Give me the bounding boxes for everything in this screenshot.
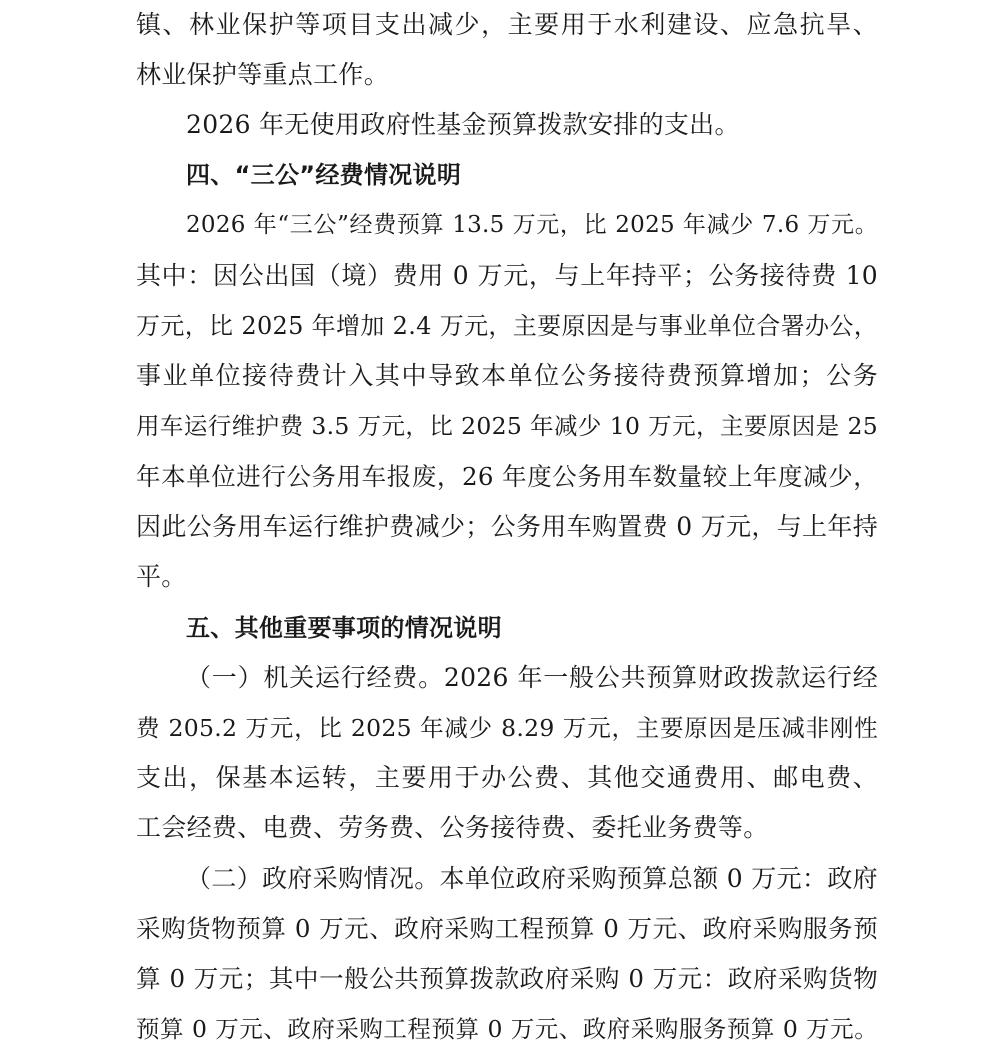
body-text-line: 林业保护等重点工作。 (136, 60, 390, 89)
body-text-line: 万元，比 2025 年增加 2.4 万元，主要原因是与事业单位合署办公， (136, 312, 878, 340)
body-text-line: （一）机关运行经费。2026 年一般公共预算财政拨款运行经 (186, 663, 878, 692)
body-text-line: 平。 (136, 562, 187, 591)
body-text-line: 镇、林业保护等项目支出减少，主要用于水利建设、应急抗旱、 (136, 10, 878, 39)
body-text-line: 用车运行维护费 3.5 万元，比 2025 年减少 10 万元，主要原因是 25 (136, 412, 878, 440)
body-text-line: 算 0 万元；其中一般公共预算拨款政府采购 0 万元：政府采购货物 (136, 964, 878, 993)
section-heading: 五、其他重要事项的情况说明 (186, 614, 502, 642)
body-text-line: 采购货物预算 0 万元、政府采购工程预算 0 万元、政府采购服务预 (136, 914, 878, 943)
body-text-line: 支出，保基本运转，主要用于办公费、其他交通费用、邮电费、 (136, 763, 878, 792)
body-text-line: 事业单位接待费计入其中导致本单位公务接待费预算增加；公务 (136, 361, 878, 390)
body-text-line: 2026 年“三公”经费预算 13.5 万元，比 2025 年减少 7.6 万元。 (186, 212, 878, 238)
body-text-line: 年本单位进行公务用车报废，26 年度公务用车数量较上年度减少， (136, 462, 878, 491)
body-text-line: （二）政府采购情况。本单位政府采购预算总额 0 万元：政府 (186, 864, 878, 893)
body-text-line: 费 205.2 万元，比 2025 年减少 8.29 万元，主要原因是压减非刚性 (136, 714, 878, 742)
body-text-line: 2026 年无使用政府性基金预算拨款安排的支出。 (186, 110, 740, 139)
body-text-line: 工会经费、电费、劳务费、公务接待费、委托业务费等。 (136, 813, 769, 842)
body-text-line: 预算 0 万元、政府采购工程预算 0 万元、政府采购服务预算 0 万元。 (136, 1015, 878, 1043)
body-text-line: 其中：因公出国（境）费用 0 万元，与上年持平；公务接待费 10 (136, 261, 878, 290)
body-text-line: 因此公务用车运行维护费减少；公务用车购置费 0 万元，与上年持 (136, 512, 878, 541)
section-heading: 四、“三公”经费情况说明 (186, 161, 462, 189)
